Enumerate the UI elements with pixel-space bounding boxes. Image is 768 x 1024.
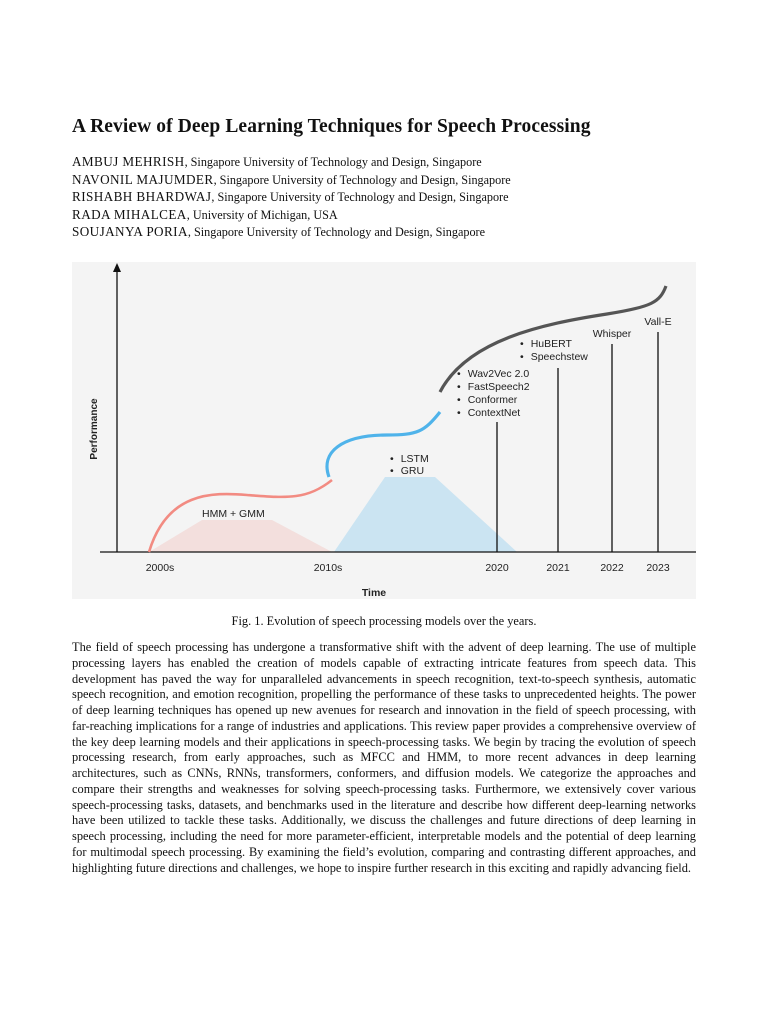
gru-label <box>390 465 424 477</box>
rnn-era-region <box>334 477 517 552</box>
abstract-text: The field of speech processing has undergone a transformative shift with the advent of deep learning. The use of multiple processing layers has enabled the creation of models capable of extracting intricate features from speech data. This development has paved the way for unparalleled advancements in speech recognition, text-to-speech synthesis, automatic speech recognition, and emotion recognition, propelling the performance of these tasks to unprecedented heights. The power of deep learning techniques has opened up new avenues for research and innovation in the field of speech processing, with far-reaching implications for a range of industries and applications. This review paper provides a comprehensive overview of the key deep learning models and their applications in speech-processing tasks. We begin by tracing the evolution of speech processing research, from early approaches, such as MFCC and HMM, to more recent advances in deep learning architectures, such as CNNs, RNNs, transformers, conformers, and diffusion models. We categorize the approaches and compare their strengths and weaknesses for solving speech-processing tasks. Furthermore, we extensively cover various speech-processing tasks, datasets, and benchmarks used in the literature and describe how different deep-learning networks have been utilized to tackle these tasks. Additionally, we discuss the challenges and future directions of deep learning in speech processing, including the need for more parameter-efficient, interpretable models and the potential of deep learning for multimodal speech processing. By examining the field’s evolution, comparing and contrasting different approaches, and highlighting future directions and challenges, we hope to inspire further research in this exciting and rapidly advancing field. <box>72 640 696 875</box>
author-entry: RADA MIHALCEA, University of Michigan, USA <box>72 206 338 222</box>
author-entry: NAVONIL MAJUMDER, Singapore University of Technology and Design, Singapore <box>72 171 511 187</box>
valle-label: Vall-E <box>644 316 672 328</box>
milestone-2020-item: Wav2Vec 2.0 <box>467 368 530 380</box>
y-axis-label: Performance <box>89 398 100 460</box>
author-affiliation: Singapore University of Technology and Design, Singapore <box>219 172 511 187</box>
x-axis-label: Time <box>361 587 387 599</box>
tick-label-2023: 2023 <box>646 562 670 574</box>
author-name: NAVONIL MAJUMDER <box>72 171 214 187</box>
author-affiliation: Singapore University of Technology and Design, Singapore <box>217 190 509 204</box>
evolution-diagram <box>72 262 696 599</box>
hmm-gmm-label: HMM + GMM <box>202 508 265 520</box>
whisper-label: Whisper <box>592 328 632 340</box>
milestone-2020-item: Conformer <box>467 394 518 406</box>
bullet-glyph: • <box>390 453 394 465</box>
bullet-glyph: • <box>457 394 461 406</box>
author-name: RISHABH BHARDWAJ <box>72 189 212 204</box>
author-list <box>72 153 712 241</box>
tick-label-2022: 2022 <box>600 562 624 574</box>
author-affiliation: Singapore University of Technology and Design, Singapore <box>193 225 486 239</box>
bullet-glyph: • <box>520 351 524 363</box>
contextnet-label <box>457 407 520 419</box>
conformer-label <box>457 394 518 406</box>
paper-title: A Review of Deep Learning Techniques for Speech Processing <box>72 116 591 137</box>
author-entry: RISHABH BHARDWAJ, Singapore University of Technology and Design, Singapore <box>72 189 509 204</box>
wav2vec-label <box>457 368 529 380</box>
y-axis-arrow <box>113 263 121 272</box>
hmm-era-region <box>149 520 332 552</box>
tick-label-2020: 2020 <box>485 562 509 574</box>
bullet-glyph: • <box>457 381 461 393</box>
bullet-glyph: • <box>520 338 524 350</box>
tick-label-2000s: 2000s <box>145 562 175 574</box>
milestone-2020-item: ContextNet <box>467 407 521 419</box>
author-entry: SOUJANYA PORIA, Singapore University of Technology and Design, Singapore <box>72 224 486 239</box>
rnn-bullet-lstm: LSTM <box>400 453 429 465</box>
tick-label-2010s: 2010s <box>313 562 343 574</box>
author-name: SOUJANYA PORIA <box>72 224 188 239</box>
fastspeech2-label <box>457 381 530 393</box>
milestone-2021-item: HuBERT <box>530 338 572 350</box>
author-affiliation: Singapore University of Technology and Design, Singapore <box>190 155 482 169</box>
author-affiliation: University of Michigan, USA <box>192 207 338 222</box>
bullet-glyph: • <box>457 407 461 419</box>
author-name: RADA MIHALCEA <box>72 206 187 222</box>
milestone-2021-item: Speechstew <box>530 351 588 363</box>
bullet-glyph: • <box>390 465 394 477</box>
speechstew-label <box>520 351 588 363</box>
lstm-label <box>390 453 429 465</box>
milestone-2020-item: FastSpeech2 <box>467 381 530 393</box>
tick-label-2021: 2021 <box>546 562 570 574</box>
bullet-glyph: • <box>457 368 461 380</box>
author-name: AMBUJ MEHRISH <box>72 154 185 169</box>
rnn-bullet-gru: GRU <box>400 465 425 477</box>
evolution-figure <box>72 262 696 599</box>
figure-caption: Fig. 1. Evolution of speech processing models over the years. <box>231 614 537 628</box>
hubert-label <box>520 338 573 350</box>
author-entry: AMBUJ MEHRISH, Singapore University of Technology and Design, Singapore <box>72 154 482 169</box>
